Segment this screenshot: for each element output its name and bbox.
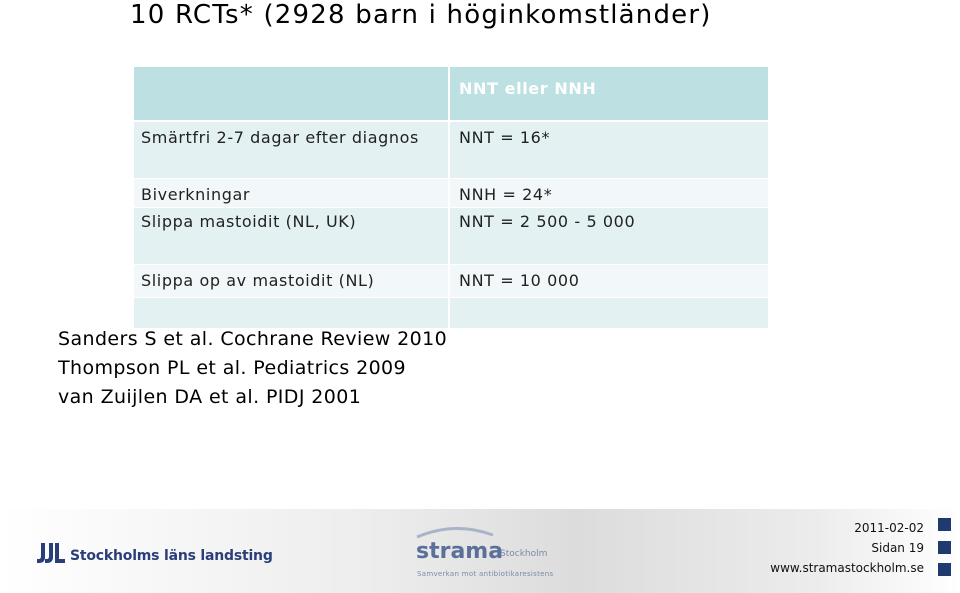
strama-city-text: Stockholm: [500, 549, 548, 559]
row-value: [450, 298, 768, 328]
table-row: [134, 120, 768, 178]
reference-item: Sanders S et al. Cochrane Review 2010: [58, 328, 448, 350]
table-row: [134, 297, 768, 328]
table-row: [134, 178, 768, 207]
strama-logo-text: strama: [416, 539, 504, 564]
footer-url: www.stramastockholm.se: [770, 561, 924, 575]
slide-page-number: Sidan 19: [871, 541, 924, 555]
row-label: Slippa mastoidit (NL, UK): [134, 208, 448, 264]
strama-tagline: Samverkan mot antibiotikaresistens: [417, 570, 554, 578]
accent-square-icon: [938, 541, 951, 554]
row-value: NNH = 24*: [450, 179, 768, 207]
row-label: Smärtfri 2-7 dagar efter diagnos: [134, 122, 448, 178]
reference-item: van Zuijlen DA et al. PIDJ 2001: [58, 386, 362, 408]
sll-logo-icon: [37, 543, 67, 565]
header-cell-empty: [134, 67, 448, 120]
row-value: NNT = 10 000: [450, 265, 768, 297]
row-label: [134, 298, 448, 328]
header-cell-nnt: NNT eller NNH: [450, 67, 768, 120]
references: [58, 325, 447, 412]
row-label: Slippa op av mastoidit (NL): [134, 265, 448, 297]
strama-swoosh-icon: [415, 525, 495, 539]
table-header-row: [134, 67, 768, 120]
table-row: [134, 207, 768, 264]
reference-item: Thompson PL et al. Pediatrics 2009: [58, 357, 407, 379]
slide-date: 2011-02-02: [854, 521, 924, 535]
slide-title: 10 RCTs* (2928 barn i höginkomstländer): [130, 0, 712, 30]
row-label: Biverkningar: [134, 179, 448, 207]
accent-square-icon: [938, 563, 951, 576]
sll-logo-text: Stockholms läns landsting: [70, 548, 273, 564]
row-value: NNT = 2 500 - 5 000: [450, 208, 768, 264]
row-value: NNT = 16*: [450, 122, 768, 178]
nnt-table: [134, 67, 768, 327]
table-row: [134, 264, 768, 297]
accent-square-icon: [938, 518, 951, 531]
slide-footer: [0, 509, 960, 593]
